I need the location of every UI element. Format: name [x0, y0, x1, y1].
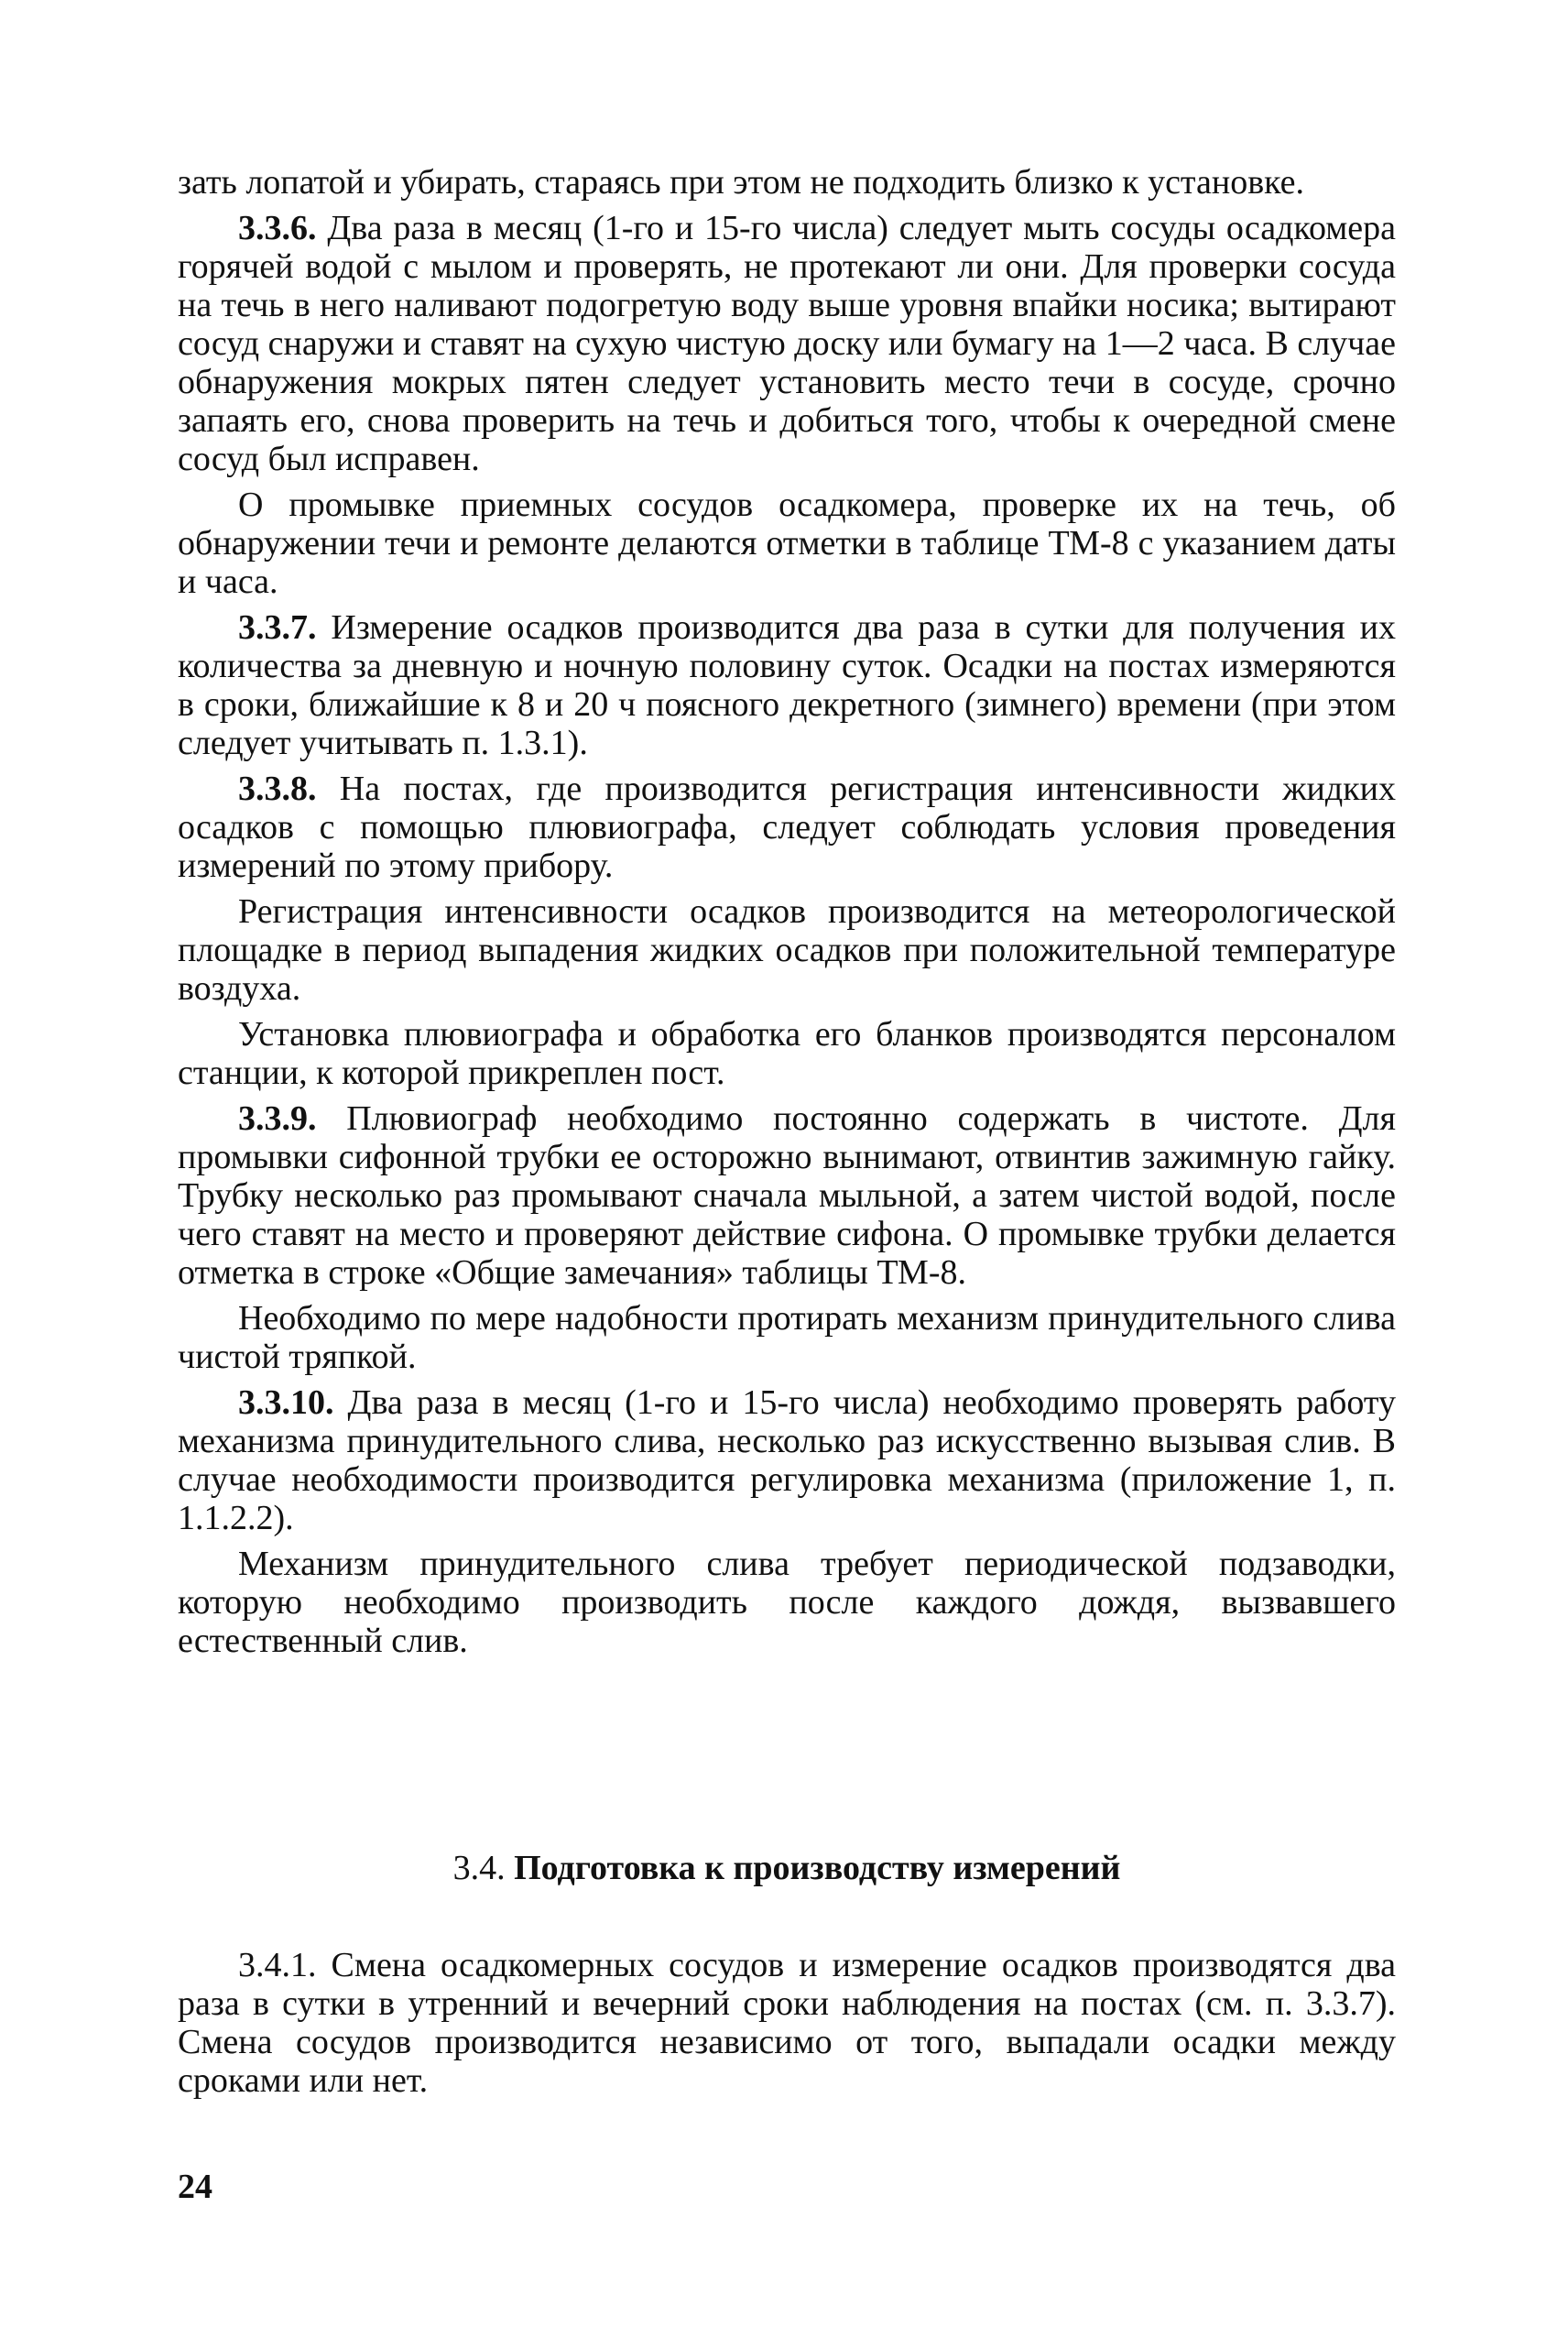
clause-number: 3.3.9.	[238, 1099, 317, 1138]
paragraph-text: Измерение осадков производится два раза в сутки для получения их количества за дневную и ночную половину суток. Осадки на постах измеряются в сроки, ближайшие к 8 и 20 ч поясного декретного (зимнего) времени (при этом следует учитывать п. 1.3.1).	[178, 608, 1396, 762]
section-body	[178, 1946, 1396, 2100]
clause-number: 3.3.10.	[238, 1383, 334, 1422]
body-text	[178, 163, 1396, 1667]
paragraph-text: Два раза в месяц (1-го и 15-го числа) следует мыть сосуды осадкомера горячей водой с мылом и проверять, не протекают ли они. Для проверки сосуда на течь в него наливают подогретую воду выше уровня впайки носика; вытирают сосуд снаружи и ставят на сухую чистую доску или бумагу на 1—2 часа. В случае обнаружения мокрых пятен следует установить место течи в сосуде, срочно запаять его, снова проверить на течь и добиться того, чтобы к очередной смене сосуд был исправен.	[178, 209, 1396, 478]
paragraph-text: Механизм принудительного слива требует периодической подзаводки, которую необходимо производить после каждого дождя, вызвавшего естественный слив.	[178, 1545, 1396, 1660]
paragraph-text: На постах, где производится регистрация интенсивности жидких осадков с помощью плювиографа, следует соблюдать условия проведения измерений по этому прибору.	[178, 770, 1396, 885]
paragraph-winding	[178, 1545, 1396, 1660]
paragraph-3-3-6	[178, 209, 1396, 478]
paragraph-text: Смена осадкомерных сосудов и измерение осадков производятся два раза в сутки в утренний и вечерний сроки наблюдения на постах (см. п. 3.3.7). Смена сосудов производится независимо от того, выпадали осадки между сроками или нет.	[178, 1946, 1396, 2100]
paragraph-text: зать лопатой и убирать, стараясь при этом не подходить близко к установке.	[178, 163, 1305, 202]
paragraph-text: Два раза в месяц (1-го и 15-го числа) необходимо проверять работу механизма принудительного слива, несколько раз искусственно вызывая слив. В случае необходимости производится регулировка механизма (приложение 1, п. 1.1.2.2).	[178, 1383, 1396, 1537]
paragraph-text: О промывке приемных сосудов осадкомера, проверке их на течь, об обнаружении течи и ремонте делаются отметки в таблице ТМ-8 с указанием даты и часа.	[178, 486, 1396, 601]
paragraph-wiping	[178, 1299, 1396, 1376]
paragraph-3-3-9	[178, 1099, 1396, 1292]
section-title: Подготовка к производству измерений	[514, 1849, 1121, 1887]
clause-number: 3.3.6.	[238, 209, 317, 247]
paragraph-washing-notes	[178, 486, 1396, 601]
clause-number: 3.4.1.	[238, 1946, 317, 1984]
paragraph-text: Установка плювиографа и обработка его бланков производятся персоналом станции, к которой прикреплен пост.	[178, 1015, 1396, 1092]
paragraph-3-3-7	[178, 608, 1396, 762]
paragraph-text: Регистрация интенсивности осадков производится на метеорологической площадке в период выпадения жидких осадков при положительной температуре воздуха.	[178, 892, 1396, 1008]
paragraph-registration	[178, 892, 1396, 1008]
clause-number: 3.3.7.	[238, 608, 317, 647]
paragraph-3-3-8	[178, 770, 1396, 885]
paragraph-3-3-10	[178, 1383, 1396, 1537]
paragraph-installation	[178, 1015, 1396, 1092]
paragraph-continuation	[178, 163, 1396, 202]
page-number: 24	[178, 2168, 212, 2206]
paragraph-text: Плювиограф необходимо постоянно содержать в чистоте. Для промывки сифонной трубки ее осторожно вынимают, отвинтив зажимную гайку. Трубку несколько раз промывают сначала мыльной, а затем чистой водой, после чего ставят на место и проверяют действие сифона. О промывке трубки делается отметка в строке «Общие замечания» таблицы ТМ-8.	[178, 1099, 1396, 1292]
paragraph-3-4-1	[178, 1946, 1396, 2100]
section-number: 3.4.	[452, 1849, 506, 1887]
section-heading	[178, 1849, 1396, 1887]
clause-number: 3.3.8.	[238, 770, 317, 808]
paragraph-text: Необходимо по мере надобности протирать механизм принудительного слива чистой тряпкой.	[178, 1299, 1396, 1376]
